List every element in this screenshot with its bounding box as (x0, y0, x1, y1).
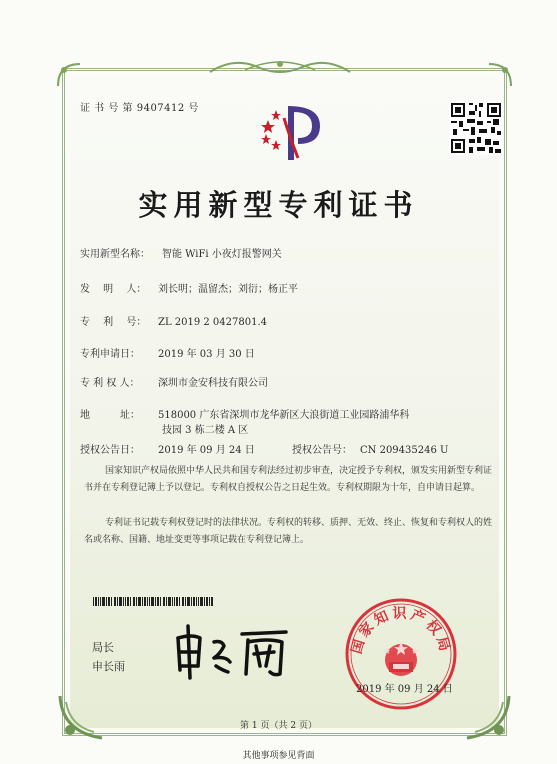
decision-paragraph: 国家知识产权局依照中华人民共和国专利法经过初步审查，决定授予专利权，颁发实用新型专利证书并在专利登记簿上予以登记。专利权自授权公告之日起生效。专利权期限为十年，自申请日起算。 (84, 466, 493, 493)
top-ornament-icon (205, 54, 355, 78)
legal-status-paragraph: 专利证书记载专利权登记时的法律状况。专利权的转移、质押、无效、终止、恢复和专利权人的姓名或名称、国籍、地址变更等事项记载在专利登记簿上。 (84, 518, 493, 545)
inventors-value: 刘长明；温留杰；刘衍；杨正平 (158, 284, 298, 295)
corner-ornament-icon (463, 692, 513, 742)
announce-date-label: 授权公告日： (80, 445, 140, 456)
patent-logo-icon (254, 98, 326, 170)
corner-ornament-icon (56, 62, 82, 88)
announce-number-value: CN 209435246 U (360, 445, 449, 456)
page-indicator: 第 1 页（共 2 页） (240, 721, 317, 731)
certificate-title: 实用新型专利证书 (138, 188, 419, 222)
address-label: 地 址： (80, 410, 140, 421)
address-value-line-2: 技园 3 栋二楼 A 区 (162, 425, 249, 436)
address-value-line-1: 518000 广东省深圳市龙华新区大浪街道工业园路浦华科 (158, 410, 410, 421)
name-label: 实用新型名称： (80, 249, 150, 260)
director-name: 申长雨 (92, 660, 125, 673)
handwritten-signature (170, 622, 300, 682)
patent-number-label: 专 利 号： (80, 317, 147, 328)
seal-emblem-icon (384, 642, 418, 676)
svg-text:国家知识产权局: 国家知识产权局 (348, 606, 454, 656)
holder-label: 专 利 权 人： (80, 378, 140, 389)
footer-note: 其他事项参见背面 (242, 751, 315, 761)
director-title: 局长 (92, 641, 114, 654)
corner-ornament-icon (56, 692, 106, 742)
filing-date-label: 专利申请日： (80, 349, 140, 360)
name-value: 智能 WiFi 小夜灯报警网关 (162, 249, 282, 260)
seal-date: 2019 年 09 月 24 日 (356, 684, 453, 695)
announce-date-value: 2019 年 09 月 24 日 (158, 445, 255, 456)
patent-number-value: ZL 2019 2 0427801.4 (158, 317, 268, 328)
filing-date-value: 2019 年 03 月 30 日 (158, 349, 255, 360)
inventors-label: 发 明 人： (80, 284, 147, 295)
certificate-number: 证 书 号 第 9407412 号 (80, 103, 199, 114)
announce-number-label: 授权公告号： (292, 445, 352, 456)
holder-value: 深圳市金安科技有限公司 (158, 378, 268, 389)
qr-code-icon (449, 101, 503, 155)
corner-ornament-icon (487, 62, 513, 88)
barcode-icon (93, 597, 213, 606)
